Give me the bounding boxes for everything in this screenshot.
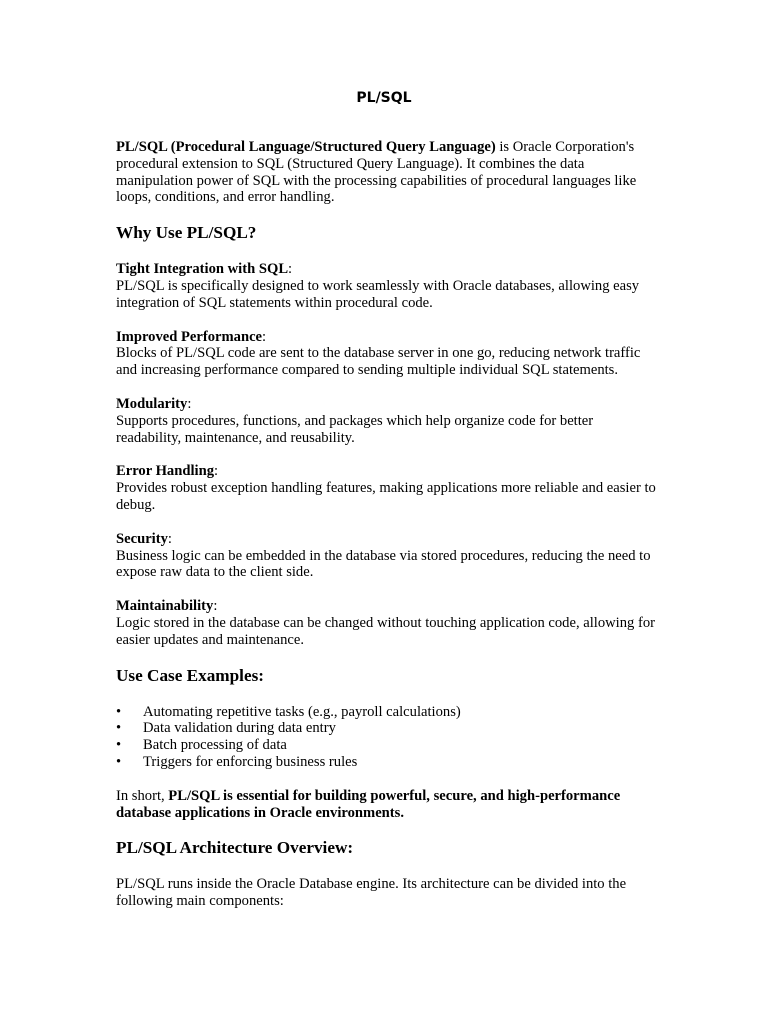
list-item bbox=[116, 754, 656, 771]
reason-text: PL/SQL is specifically designed to work seamlessly with Oracle databases, allowing easy integration of SQL statements within procedural code. bbox=[116, 277, 640, 311]
summary-bold: PL/SQL is essential for building powerful, secure, and high-performance database applications in Oracle environments. bbox=[116, 787, 621, 821]
intro-paragraph bbox=[116, 139, 656, 206]
reason-item: Tight Integration with SQL: PL/SQL is specifically designed to work seamlessly with Oracle databases, allowing easy integration of SQL statements within procedural code. bbox=[116, 261, 656, 311]
list-item-text: Batch processing of data bbox=[143, 737, 287, 754]
reason-label: Modularity bbox=[116, 395, 188, 412]
document-body bbox=[116, 139, 656, 910]
reason-item: Modularity: Supports procedures, functions, and packages which help organize code for better readability, maintenance, and reusability. bbox=[116, 396, 656, 446]
page-title: PL/SQL bbox=[356, 90, 412, 106]
reason-label: Error Handling bbox=[116, 463, 214, 480]
reason-text: Provides robust exception handling features, making applications more reliable and easier to debug. bbox=[116, 480, 656, 513]
list-item-text: Automating repetitive tasks (e.g., payroll calculations) bbox=[143, 703, 461, 720]
bullet-icon: • bbox=[116, 753, 122, 770]
reason-label: Tight Integration with SQL bbox=[116, 261, 289, 278]
reason-label: Maintainability bbox=[116, 598, 214, 615]
bullet-icon: • bbox=[116, 703, 122, 720]
list-item bbox=[116, 720, 656, 737]
summary-paragraph bbox=[116, 788, 656, 822]
why-use-heading: Why Use PL/SQL? bbox=[116, 223, 257, 243]
list-item bbox=[116, 737, 656, 754]
intro-text: is Oracle Corporation's procedural extension to SQL (Structured Query Language). It combines the data manipulation power of SQL with the processing capabilities of procedural languages like loops, conditions, and error handling. bbox=[116, 139, 637, 206]
reason-item: Improved Performance: Blocks of PL/SQL code are sent to the database server in one go, reducing network traffic and increasing performance compared to sending multiple individual SQL statements. bbox=[116, 329, 656, 379]
reason-label: Security bbox=[116, 530, 168, 547]
reason-text: Blocks of PL/SQL code are sent to the database server in one go, reducing network traffic and increasing performance compared to sending multiple individual SQL statements. bbox=[116, 345, 641, 379]
list-item-text: Triggers for enforcing business rules bbox=[143, 753, 358, 770]
reason-text: Business logic can be embedded in the database via stored procedures, reducing the need to expose raw data to the client side. bbox=[116, 547, 651, 581]
intro-bold-term: PL/SQL (Procedural Language/Structured Query Language) bbox=[116, 139, 496, 155]
reason-text: Logic stored in the database can be changed without touching application code, allowing for easier updates and maintenance. bbox=[116, 614, 655, 648]
bullet-icon: • bbox=[116, 720, 122, 737]
reason-item: Error Handling: Provides robust exception handling features, making applications more reliable and easier to debug. bbox=[116, 463, 656, 513]
reason-item: Maintainability: Logic stored in the database can be changed without touching application code, allowing for easier updates and maintenance. bbox=[116, 598, 655, 648]
reason-item: Security: Business logic can be embedded in the database via stored procedures, reducing the need to expose raw data to the client side. bbox=[116, 531, 656, 581]
bullet-icon: • bbox=[116, 737, 122, 754]
summary-prefix: In short, bbox=[116, 787, 169, 804]
list-item bbox=[116, 704, 656, 721]
use-case-heading: Use Case Examples: bbox=[116, 665, 264, 685]
architecture-paragraph: PL/SQL runs inside the Oracle Database engine. Its architecture can be divided into the following main components: bbox=[116, 876, 627, 910]
list-item-text: Data validation during data entry bbox=[143, 720, 336, 737]
architecture-heading: PL/SQL Architecture Overview: bbox=[116, 838, 354, 858]
reason-label: Improved Performance bbox=[116, 328, 263, 345]
reason-text: Supports procedures, functions, and packages which help organize code for better readability, maintenance, and reusability. bbox=[116, 412, 594, 446]
use-case-list bbox=[116, 704, 656, 771]
